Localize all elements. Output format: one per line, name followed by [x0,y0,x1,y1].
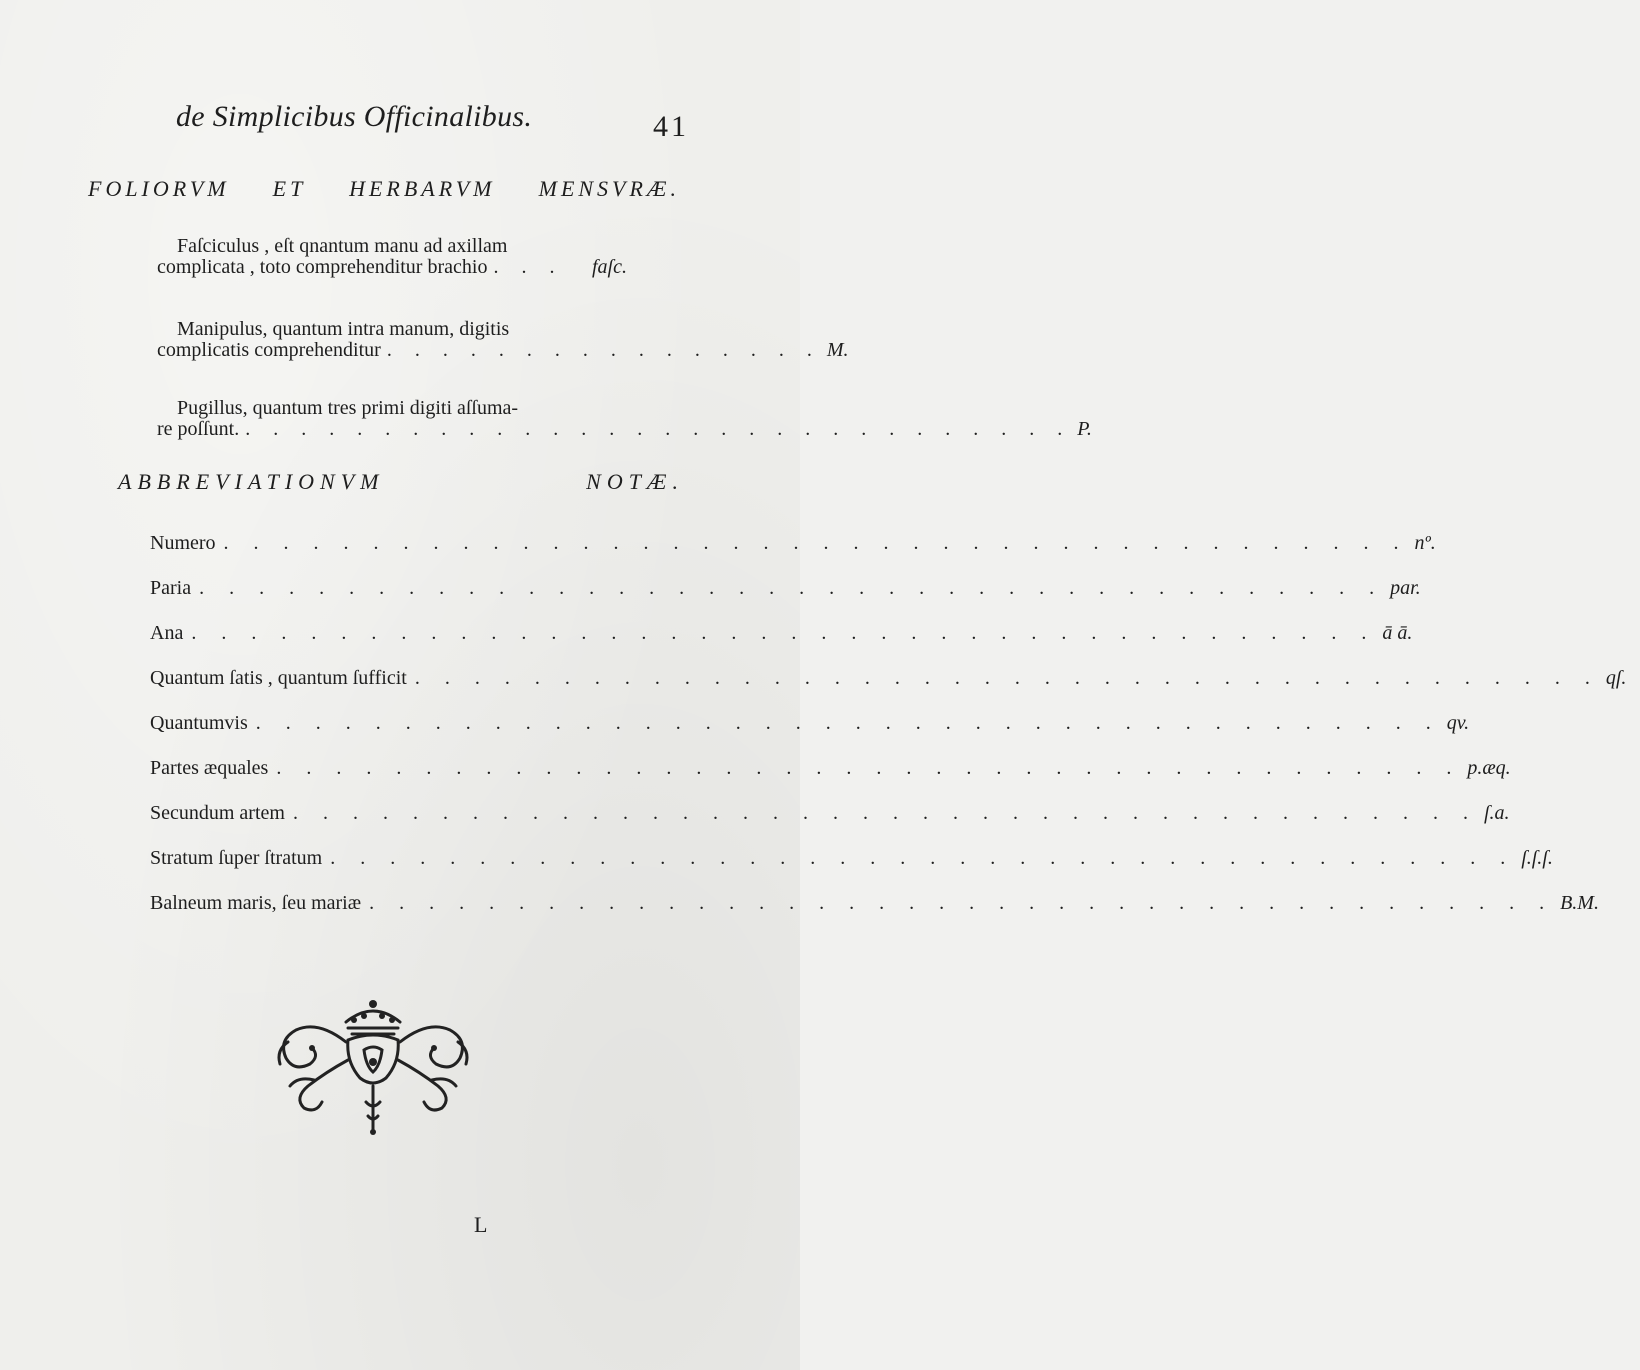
dot-leader: . . . . . . . . . . . . . . . . . . . . . . . . . . . . . . . . . . . . . . . . [369,892,1555,914]
dot-leader: . . . . . . . . . . . . . . . . . . . . . . . . . . . . . . . . . . . . . . . . [255,712,1441,734]
abbreviation-term: Quantumvis [150,712,248,734]
abbreviation-row [150,757,1511,802]
definition-text: complicata , toto comprehenditur brachio [157,256,488,278]
dot-leader: . . . . . . . . . . . . . . . . . . . . . . . . . . . . . . . . . . . . . . . . [330,847,1516,869]
abbreviation-row [150,577,1421,622]
abbreviation-term: Secundum artem [150,802,285,824]
signature-mark: L [474,1212,488,1237]
definition-line: Pugillus, quantum tres primi digiti aſſuma- [177,397,519,419]
dot-leader: . . . . . . . . . . . . . . . . . . . . . . . . . . . . . . . . . . . . . . . . [276,757,1462,779]
abbreviation-term: Quantum ſatis , quantum ſufficit [150,667,407,689]
abbreviation-row [150,712,1470,757]
running-head: de Simplicibus Officinalibus. [176,100,533,133]
crown-scroll-ornament-icon [268,990,478,1140]
abbreviation-term: Ana [150,622,184,644]
section-title-abbreviations: ABBREVIATIONVM NOTÆ. [118,469,684,494]
abbreviation-list [150,532,1627,937]
abbreviation-value: ā ā. [1382,622,1413,644]
abbreviation-value: ſ.a. [1483,802,1510,824]
page-number: 41 [653,110,689,143]
definition-abbreviation: M. [826,339,849,361]
definition-line [157,257,627,278]
abbreviation-row [150,892,1599,937]
abbreviation-term: Partes æquales [150,757,269,779]
abbreviation-row [150,622,1413,667]
definition-text: complicatis comprehenditur [157,339,381,361]
definition-fasciculus [157,236,627,278]
dot-leader: . . . . . . . . . . . . . . . . [386,339,821,361]
abbreviation-value: p.æq. [1467,757,1511,779]
abbreviation-term: Paria [150,577,192,599]
dot-leader: . . . [493,256,564,278]
dot-leader: . . . . . . . . . . . . . . . . . . . . . . . . . . . . . . . . . . . . . . . . [199,577,1385,599]
abbreviation-row [150,802,1510,847]
definition-line [157,418,1092,440]
abbreviation-row [150,667,1627,712]
abbreviation-value: nº. [1414,532,1436,554]
section-title-measures: FOLIORVM ET HERBARVM MENSVRÆ. [88,176,680,201]
abbreviation-term: Balneum maris, ſeu mariæ [150,892,362,914]
definition-line [157,339,849,361]
dot-leader: . . . . . . . . . . . . . . . . . . . . . . . . . . . . . . . . . . . . . . . . [414,667,1600,689]
abbreviation-term: Stratum ſuper ſtratum [150,847,323,869]
dot-leader: . . . . . . . . . . . . . . . . . . . . . . . . . . . . . . [245,418,1072,440]
abbreviation-value: B.M. [1560,892,1599,914]
abbreviation-value: par. [1390,577,1421,599]
abbreviation-value: qv. [1446,712,1470,734]
definition-line: Manipulus, quantum intra manum, digitis [177,318,510,340]
abbreviation-row [150,847,1553,892]
abbreviation-value: qſ. [1605,667,1627,689]
dot-leader: . . . . . . . . . . . . . . . . . . . . . . . . . . . . . . . . . . . . . . . . [292,802,1478,824]
dot-leader: . . . . . . . . . . . . . . . . . . . . . . . . . . . . . . . . . . . . . . . . [223,532,1409,554]
definition-abbreviation: faſc. [592,256,627,278]
dot-leader: . . . . . . . . . . . . . . . . . . . . . . . . . . . . . . . . . . . . . . . . [191,622,1377,644]
definition-line: Faſciculus , eſt qnantum manu ad axillam [177,235,508,257]
abbreviation-value: ſ.ſ.ſ. [1521,847,1553,869]
definition-manipulus [157,318,849,361]
definition-text: re poſſunt. [157,418,240,440]
definition-abbreviation: P. [1077,418,1092,440]
abbreviation-row [150,532,1436,577]
abbreviation-term: Numero [150,532,216,554]
definition-pugillus [157,397,1092,440]
